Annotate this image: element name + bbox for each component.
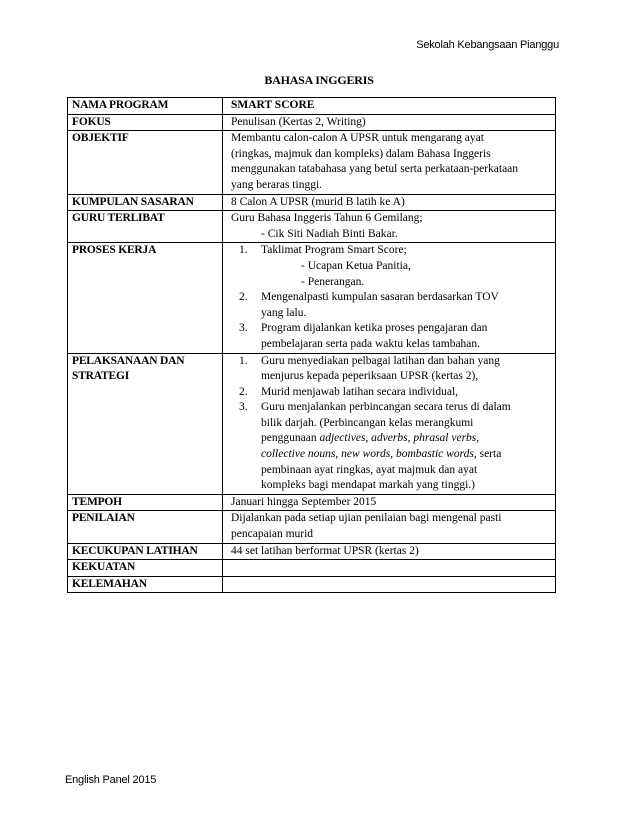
text-line: Dijalankan pada setiap ujian penilaian bagi mengenal pasti (231, 512, 502, 525)
table-row (68, 98, 556, 115)
program-name: SMART SCORE (223, 98, 556, 115)
text-line: Guru Bahasa Inggeris Tahun 6 Gemilang; (231, 212, 423, 225)
table-row (68, 511, 556, 543)
table-row (68, 211, 556, 243)
list-item (239, 290, 551, 321)
row-value: 8 Calon A UPSR (murid B latih ke A) (223, 194, 556, 211)
text-fragment: penggunaan (261, 432, 320, 445)
text-line: (ringkas, majmuk dan kompleks) dalam Bahasa Inggeris (231, 147, 491, 160)
label-line: PELAKSANAAN DAN (72, 354, 185, 367)
row-label: FOKUS (68, 114, 223, 131)
text-line (261, 447, 551, 463)
text-line: kompleks bagi mendapat markah yang tinggi.) (261, 479, 475, 492)
list-number: 3. (239, 322, 248, 335)
row-value (223, 211, 556, 243)
row-label: KEKUATAN (68, 560, 223, 577)
table-row (68, 576, 556, 593)
text-line (261, 431, 551, 447)
page-footer: English Panel 2015 (65, 774, 157, 786)
program-table (67, 97, 556, 593)
row-label: PROSES KERJA (68, 243, 223, 353)
text-line: yang beraras tinggi. (231, 178, 323, 191)
text-line: - Ucapan Ketua Panitia, (301, 259, 411, 272)
row-label: KELEMAHAN (68, 576, 223, 593)
text-line: Program dijalankan ketika proses pengajaran dan (261, 322, 488, 335)
label-line: STRATEGI (72, 370, 129, 383)
row-label: OBJEKTIF (68, 131, 223, 194)
list-item (239, 321, 551, 352)
row-value: Januari hingga September 2015 (223, 494, 556, 511)
text-line: Taklimat Program Smart Score; (261, 244, 407, 257)
list-item (239, 385, 551, 401)
table-row (68, 131, 556, 194)
list-item (239, 354, 551, 385)
row-label: NAMA PROGRAM (68, 98, 223, 115)
page-header: Sekolah Kebangsaan Pianggu (416, 39, 559, 51)
list-number: 3. (239, 401, 248, 414)
table-row (68, 494, 556, 511)
text-line: - Cik Siti Nadiah Binti Bakar. (261, 227, 398, 240)
italic-examples: adjectives, adverbs, phrasal verbs, (319, 432, 480, 445)
list-number: 2. (239, 385, 248, 398)
text-line: Guru menyediakan pelbagai latihan dan bahan yang (261, 354, 500, 367)
text-line: - Penerangan. (301, 275, 365, 288)
list-number: 1. (239, 354, 248, 367)
table-row (68, 543, 556, 560)
text-line: pembelajaran serta pada waktu kelas tambahan. (261, 337, 481, 350)
row-label: TEMPOH (68, 494, 223, 511)
list-item (239, 400, 551, 494)
row-label: PENILAIAN (68, 511, 223, 543)
text-fragment: serta (476, 448, 502, 461)
row-value: Penulisan (Kertas 2, Writing) (223, 114, 556, 131)
text-line: yang lalu. (261, 306, 307, 319)
text-line: pencapaian murid (231, 528, 314, 541)
row-value (223, 353, 556, 494)
italic-examples: collective nouns, new words, bombastic words, (261, 448, 477, 461)
text-line: menjurus kepada peperiksaan UPSR (kertas 2), (261, 370, 479, 383)
list-number: 1. (239, 244, 248, 257)
list-item (239, 243, 551, 259)
row-value (223, 511, 556, 543)
row-value (223, 131, 556, 194)
row-label: GURU TERLIBAT (68, 211, 223, 243)
table-row (68, 243, 556, 353)
list-number: 2. (239, 291, 248, 304)
text-line: Murid menjawab latihan secara individual, (261, 385, 459, 398)
text-line: Membantu calon-calon A UPSR untuk mengarang ayat (231, 132, 484, 145)
row-value (223, 243, 556, 353)
text-line: menggunakan tatabahasa yang betul serta perkataan-perkataan (231, 163, 519, 176)
text-line: pembinaan ayat ringkas, ayat majmuk dan ayat (261, 463, 478, 476)
document-title: BAHASA INGGERIS (264, 73, 374, 87)
table-row (68, 194, 556, 211)
list-item (261, 259, 551, 275)
table-row (68, 353, 556, 494)
list-item (261, 275, 551, 291)
numbered-list (231, 243, 551, 352)
text-line: Mengenalpasti kumpulan sasaran berdasarkan TOV (261, 291, 499, 304)
row-value (223, 560, 556, 577)
row-label: KUMPULAN SASARAN (68, 194, 223, 211)
table-row (68, 114, 556, 131)
table-row (68, 560, 556, 577)
row-value: 44 set latihan berformat UPSR (kertas 2) (223, 543, 556, 560)
numbered-list (231, 354, 551, 494)
row-value (223, 576, 556, 593)
text-line: Guru menjalankan perbincangan secara terus di dalam (261, 401, 511, 414)
row-label: KECUKUPAN LATIHAN (68, 543, 223, 560)
text-line: bilik darjah. (Perbincangan kelas merangkumi (261, 416, 474, 429)
row-label (68, 353, 223, 494)
